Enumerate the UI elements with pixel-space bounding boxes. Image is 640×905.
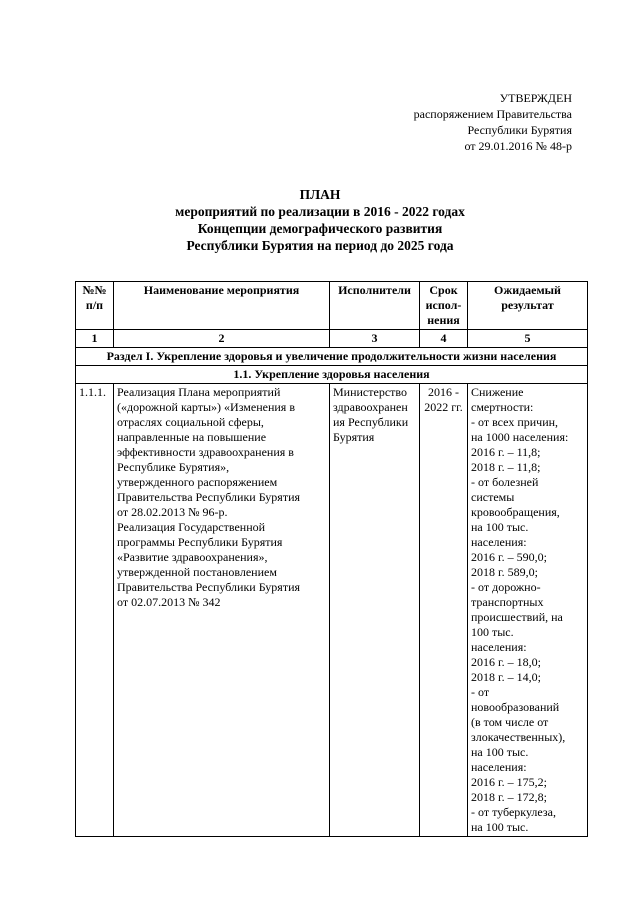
result-line: 2016 г. – 175,2; <box>471 775 547 789</box>
row-executors <box>330 384 420 837</box>
result-line: 2016 г. – 11,8; <box>471 445 541 459</box>
name-line: утвержденного распоряжением <box>117 475 278 489</box>
column-number: 3 <box>330 330 420 348</box>
subsection-row <box>76 366 588 384</box>
column-number: 5 <box>468 330 588 348</box>
row-name <box>114 384 330 837</box>
result-line: 100 тыс. <box>471 625 514 639</box>
column-number: 2 <box>114 330 330 348</box>
approval-line: от 29.01.2016 № 48-р <box>464 139 572 153</box>
term-line: 2016 - <box>428 385 459 399</box>
result-line: 2016 г. – 590,0; <box>471 550 547 564</box>
header-term <box>420 282 468 330</box>
result-line: на 100 тыс. <box>471 520 529 534</box>
result-line: (в том числе от <box>471 715 549 729</box>
result-line: 2018 г. 589,0; <box>471 565 538 579</box>
name-line: Правительства Республики Бурятия <box>117 580 301 594</box>
result-line: - от <box>471 685 490 699</box>
subsection-title: 1.1. Укрепление здоровья населения <box>76 366 588 384</box>
header-result <box>468 282 588 330</box>
result-line: новообразований <box>471 700 560 714</box>
header-text: Ожидаемый <box>494 283 561 297</box>
result-line: 2016 г. – 18,0; <box>471 655 541 669</box>
approval-stamp <box>414 90 572 154</box>
title-line: мероприятий по реализации в 2016 - 2022 годах <box>175 204 465 219</box>
result-line: - от дорожно- <box>471 580 541 594</box>
header-text: нения <box>427 313 460 327</box>
result-line: населения: <box>471 640 527 654</box>
name-line: Республике Бурятия», <box>117 460 230 474</box>
result-line: населения: <box>471 535 527 549</box>
result-line: населения: <box>471 760 527 774</box>
executor-line: ия Республики <box>333 415 409 429</box>
title-line: ПЛАН <box>299 187 341 202</box>
result-line: на 1000 населения: <box>471 430 569 444</box>
section-title: Раздел I. Укрепление здоровья и увеличение продолжительности жизни населения <box>76 348 588 366</box>
result-line: 2018 г. – 172,8; <box>471 790 547 804</box>
document-title <box>0 186 640 254</box>
result-line: на 100 тыс. <box>471 745 529 759</box>
result-line: транспортных <box>471 595 544 609</box>
title-line: Концепции демографического развития <box>197 221 443 236</box>
result-line: 2018 г. – 14,0; <box>471 670 541 684</box>
header-text: результат <box>501 298 554 312</box>
approval-line: распоряжением Правительства <box>413 107 572 121</box>
name-line: Реализация Плана мероприятий <box>117 385 281 399</box>
table-header-row <box>76 282 588 330</box>
name-line: Реализация Государственной <box>117 520 266 534</box>
result-line: системы <box>471 490 515 504</box>
header-text: п/п <box>85 298 104 312</box>
title-line: Республики Бурятия на период до 2025 года <box>186 238 454 253</box>
name-line: «Развитие здравоохранения», <box>117 550 268 564</box>
result-line: - от туберкулеза, <box>471 805 556 819</box>
result-line: кровообращения, <box>471 505 560 519</box>
section-row <box>76 348 588 366</box>
header-name <box>114 282 330 330</box>
name-line: («дорожной карты») «Изменения в <box>117 400 295 414</box>
name-line: Правительства Республики Бурятия <box>117 490 301 504</box>
executor-line: Бурятия <box>333 430 375 444</box>
approval-line: УТВЕРЖДЕН <box>499 91 572 105</box>
result-line: Снижение <box>471 385 524 399</box>
name-line: отраслях социальной сферы, <box>117 415 264 429</box>
header-text: Исполнители <box>338 283 411 297</box>
result-line: злокачественных), <box>471 730 566 744</box>
result-line: 2018 г. – 11,8; <box>471 460 541 474</box>
header-text: Срок <box>429 283 458 297</box>
row-number: 1.1.1. <box>76 384 114 837</box>
header-text: испол- <box>425 298 462 312</box>
name-line: от 28.02.2013 № 96-р. <box>117 505 228 519</box>
result-line: смертности: <box>471 400 534 414</box>
header-text: №№ <box>82 283 107 297</box>
column-number: 1 <box>76 330 114 348</box>
name-line: утвержденной постановлением <box>117 565 277 579</box>
header-executors <box>330 282 420 330</box>
column-number: 4 <box>420 330 468 348</box>
result-line: - от всех причин, <box>471 415 559 429</box>
result-line: происшествий, на <box>471 610 563 624</box>
name-line: программы Республики Бурятия <box>117 535 283 549</box>
row-term <box>420 384 468 837</box>
table-row <box>76 384 588 837</box>
approval-line: Республики Бурятия <box>467 123 572 137</box>
header-num <box>76 282 114 330</box>
result-line: - от болезней <box>471 475 539 489</box>
name-line: от 02.07.2013 № 342 <box>117 595 221 609</box>
name-line: эффективности здравоохранения в <box>117 445 294 459</box>
row-result <box>468 384 588 837</box>
executor-line: Министерство <box>333 385 407 399</box>
result-line: на 100 тыс. <box>471 820 529 834</box>
executor-line: здравоохранен <box>333 400 408 414</box>
plan-table <box>75 281 588 837</box>
header-text: Наименование мероприятия <box>143 283 300 297</box>
column-number-row <box>76 330 588 348</box>
name-line: направленные на повышение <box>117 430 267 444</box>
term-line: 2022 гг. <box>424 400 463 414</box>
